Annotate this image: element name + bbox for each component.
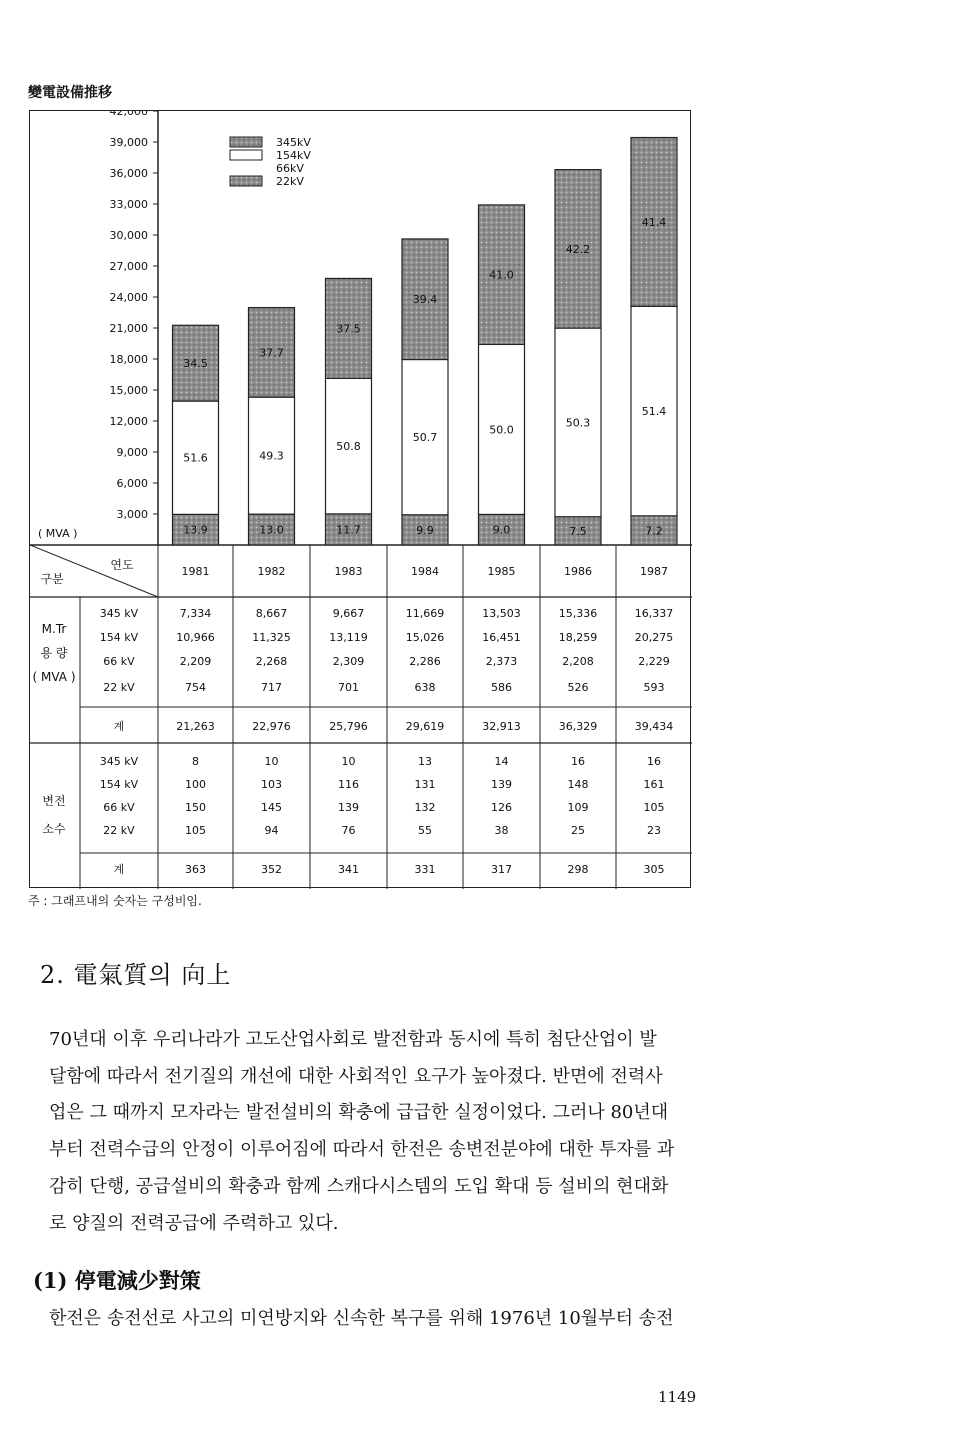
figure-title: 變電設備推移 — [28, 85, 112, 101]
capacity-cell: 2,286 — [409, 655, 441, 668]
body-paragraph-2: 한전은 송전선로 사고의 미연방지와 신속한 복구를 위해 1976년 10월부터 송전 — [49, 1308, 674, 1329]
station-count-cell: 16 — [571, 755, 585, 768]
paragraph-line: 부터 전력수급의 안정이 이루어짐에 따라서 한전은 송변전분야에 대한 투자를 과 — [49, 1139, 675, 1161]
y-tick-label: 24,000 — [109, 291, 148, 304]
legend-label: 22kV — [276, 175, 304, 188]
station-count-cell: 100 — [185, 778, 206, 791]
header-year-label: 연도 — [110, 558, 134, 572]
station-count-cell: 94 — [264, 824, 279, 837]
station-count-cell: 150 — [185, 801, 206, 814]
total-row-label: 계 — [113, 863, 125, 876]
capacity-total-cell: 32,913 — [482, 720, 521, 733]
y-tick-label: 15,000 — [109, 384, 148, 397]
station-count-cell: 16 — [647, 755, 661, 768]
station-count-cell: 13 — [418, 755, 432, 768]
station-count-cell: 109 — [567, 801, 589, 814]
capacity-cell: 526 — [567, 681, 589, 694]
voltage-row-label: 154 kV — [99, 631, 139, 644]
group-label-capacity: M.Tr — [41, 622, 67, 636]
bar-label-upper: 37.7 — [259, 346, 284, 360]
capacity-cell: 13,503 — [482, 607, 521, 620]
capacity-total-cell: 36,329 — [558, 720, 598, 733]
capacity-total-cell: 25,796 — [329, 720, 368, 733]
paragraph-line: 업은 그 때까지 모자라는 발전설비의 확충에 급급한 실정이었다. 그러나 80년대 — [49, 1102, 669, 1124]
capacity-total-cell: 29,619 — [405, 720, 445, 733]
legend-swatch — [230, 150, 262, 160]
bar-label-middle: 50.8 — [336, 440, 361, 454]
unit-label: ( MVA ) — [38, 527, 78, 540]
paragraph-line: 로 양질의 전력공급에 주력하고 있다. — [49, 1212, 339, 1234]
figure-note: 주 : 그래프내의 숫자는 구성비임. — [28, 894, 202, 908]
legend-swatch — [230, 176, 262, 186]
station-count-cell: 145 — [261, 801, 282, 814]
legend-label: 345kV — [276, 136, 311, 149]
paragraph-line: 감히 단행, 공급설비의 확충과 함께 스캐다시스템의 도입 확대 등 설비의 현대화 — [49, 1175, 669, 1197]
capacity-cell: 586 — [491, 681, 512, 694]
voltage-row-label: 345 kV — [99, 755, 139, 768]
station-count-cell: 139 — [491, 778, 512, 791]
bar-label-upper: 37.5 — [336, 322, 361, 336]
station-count-cell: 8 — [192, 755, 199, 768]
voltage-row-label: 22 kV — [103, 824, 135, 837]
group-label-capacity: 용 량 — [40, 646, 68, 660]
station-count-cell: 132 — [414, 801, 436, 814]
station-count-cell: 38 — [494, 824, 509, 837]
capacity-cell: 13,119 — [329, 631, 368, 644]
paragraph-line: 70년대 이후 우리나라가 고도산업사회로 발전함과 동시에 특히 첨단산업이 발 — [49, 1029, 657, 1050]
station-total-cell: 317 — [491, 863, 512, 876]
group-label-stations: 변전 — [42, 794, 66, 808]
total-row-label: 계 — [113, 720, 125, 733]
y-tick-label: 27,000 — [109, 260, 148, 273]
station-count-cell: 23 — [647, 824, 661, 837]
capacity-total-cell: 21,263 — [176, 720, 215, 733]
y-tick-label: 30,000 — [109, 229, 148, 242]
voltage-row-label: 66 kV — [103, 801, 135, 814]
bar-label-lower: 7.5 — [569, 524, 587, 538]
bar-label-lower: 13.9 — [183, 523, 208, 537]
bar-label-upper: 34.5 — [183, 357, 208, 371]
capacity-cell: 15,336 — [558, 607, 598, 620]
bar-label-lower: 9.9 — [416, 523, 434, 537]
capacity-cell: 701 — [338, 681, 359, 694]
station-count-cell: 148 — [567, 778, 589, 791]
station-total-cell: 305 — [643, 863, 665, 876]
capacity-cell: 16,451 — [482, 631, 521, 644]
capacity-total-cell: 22,976 — [252, 720, 291, 733]
bar-label-middle: 50.7 — [412, 431, 438, 445]
subsection-title: (1) 停電減少對策 — [33, 1268, 201, 1293]
y-tick-label: 33,000 — [109, 198, 148, 211]
bar-label-upper: 41.4 — [641, 215, 667, 229]
capacity-cell: 20,275 — [634, 631, 674, 644]
bar-label-middle: 49.3 — [259, 449, 284, 463]
year-header-cell: 1981 — [181, 565, 210, 578]
station-count-cell: 25 — [571, 824, 585, 837]
voltage-row-label: 66 kV — [103, 655, 135, 668]
capacity-cell: 8,667 — [255, 607, 288, 620]
y-tick-label: 18,000 — [109, 353, 148, 366]
station-total-cell: 341 — [338, 863, 359, 876]
bar-label-upper: 41.0 — [489, 268, 514, 282]
station-count-cell: 116 — [338, 778, 359, 791]
group-label-stations: 소수 — [42, 822, 66, 836]
capacity-cell: 2,373 — [485, 655, 518, 668]
capacity-cell: 10,966 — [176, 631, 215, 644]
voltage-row-label: 345 kV — [99, 607, 139, 620]
capacity-cell: 11,669 — [405, 607, 445, 620]
capacity-total-cell: 39,434 — [634, 720, 674, 733]
page-number: 1149 — [658, 1388, 697, 1406]
header-diagonal — [30, 545, 158, 597]
voltage-row-label: 22 kV — [103, 681, 135, 694]
station-count-cell: 14 — [494, 755, 509, 768]
station-count-cell: 105 — [185, 824, 206, 837]
station-total-cell: 352 — [261, 863, 282, 876]
stacked-bar-chart — [30, 111, 692, 889]
bar-label-middle: 51.6 — [183, 451, 208, 465]
bar-label-lower: 9.0 — [492, 523, 511, 537]
station-count-cell: 76 — [341, 824, 356, 837]
station-count-cell: 55 — [418, 824, 432, 837]
station-total-cell: 363 — [185, 863, 206, 876]
station-count-cell: 105 — [643, 801, 665, 814]
bar-label-lower: 7.2 — [645, 524, 663, 538]
bar-label-middle: 50.0 — [489, 423, 514, 437]
capacity-cell: 7,334 — [179, 607, 212, 620]
capacity-cell: 9,667 — [332, 607, 365, 620]
station-count-cell: 10 — [264, 755, 279, 768]
legend-label: 66kV — [276, 162, 304, 175]
station-total-cell: 331 — [414, 863, 436, 876]
station-total-cell: 298 — [567, 863, 589, 876]
capacity-cell: 2,229 — [638, 655, 670, 668]
station-count-cell: 131 — [414, 778, 436, 791]
capacity-cell: 2,268 — [255, 655, 288, 668]
year-header-cell: 1985 — [487, 565, 516, 578]
capacity-cell: 11,325 — [252, 631, 291, 644]
paragraph-line: 달함에 따라서 전기질의 개선에 대한 사회적인 요구가 높아졌다. 반면에 전력사 — [49, 1065, 663, 1087]
capacity-cell: 2,208 — [562, 655, 594, 668]
capacity-cell: 15,026 — [405, 631, 445, 644]
capacity-cell: 18,259 — [558, 631, 598, 644]
station-count-cell: 10 — [341, 755, 356, 768]
y-tick-label: 42,000 — [109, 111, 148, 118]
capacity-cell: 638 — [414, 681, 436, 694]
year-header-cell: 1983 — [334, 565, 363, 578]
capacity-cell: 754 — [185, 681, 206, 694]
voltage-row-label: 154 kV — [99, 778, 139, 791]
group-label-capacity: ( MVA ) — [32, 670, 76, 684]
station-count-cell: 103 — [261, 778, 282, 791]
bar-label-middle: 50.3 — [565, 416, 591, 430]
body-paragraph-1 — [35, 1022, 695, 1242]
y-tick-label: 3,000 — [116, 508, 148, 521]
station-count-cell: 126 — [491, 801, 512, 814]
y-tick-label: 36,000 — [109, 167, 148, 180]
bar-label-upper: 39.4 — [412, 293, 438, 307]
capacity-cell: 717 — [261, 681, 282, 694]
y-tick-label: 21,000 — [109, 322, 148, 335]
year-header-cell: 1987 — [640, 565, 668, 578]
header-category-label: 구분 — [40, 572, 64, 586]
capacity-cell: 16,337 — [634, 607, 674, 620]
chart-table-frame — [29, 110, 691, 888]
station-count-cell: 161 — [643, 778, 665, 791]
y-tick-label: 6,000 — [116, 477, 148, 490]
year-header-cell: 1984 — [411, 565, 439, 578]
bar-label-upper: 42.2 — [565, 242, 591, 256]
y-tick-label: 39,000 — [109, 136, 148, 149]
bar-label-lower: 13.0 — [259, 523, 284, 537]
y-tick-label: 9,000 — [116, 446, 148, 459]
capacity-cell: 2,309 — [332, 655, 365, 668]
year-header-cell: 1986 — [564, 565, 592, 578]
station-count-cell: 139 — [338, 801, 359, 814]
legend-label: 154kV — [276, 149, 311, 162]
bar-label-lower: 11.7 — [336, 523, 361, 537]
bar-label-middle: 51.4 — [641, 405, 667, 419]
capacity-cell: 593 — [643, 681, 665, 694]
year-header-cell: 1982 — [257, 565, 286, 578]
section-title: 2. 電氣質의 向上 — [40, 961, 232, 989]
capacity-cell: 2,209 — [179, 655, 212, 668]
legend-swatch — [230, 137, 262, 147]
y-tick-label: 12,000 — [109, 415, 148, 428]
